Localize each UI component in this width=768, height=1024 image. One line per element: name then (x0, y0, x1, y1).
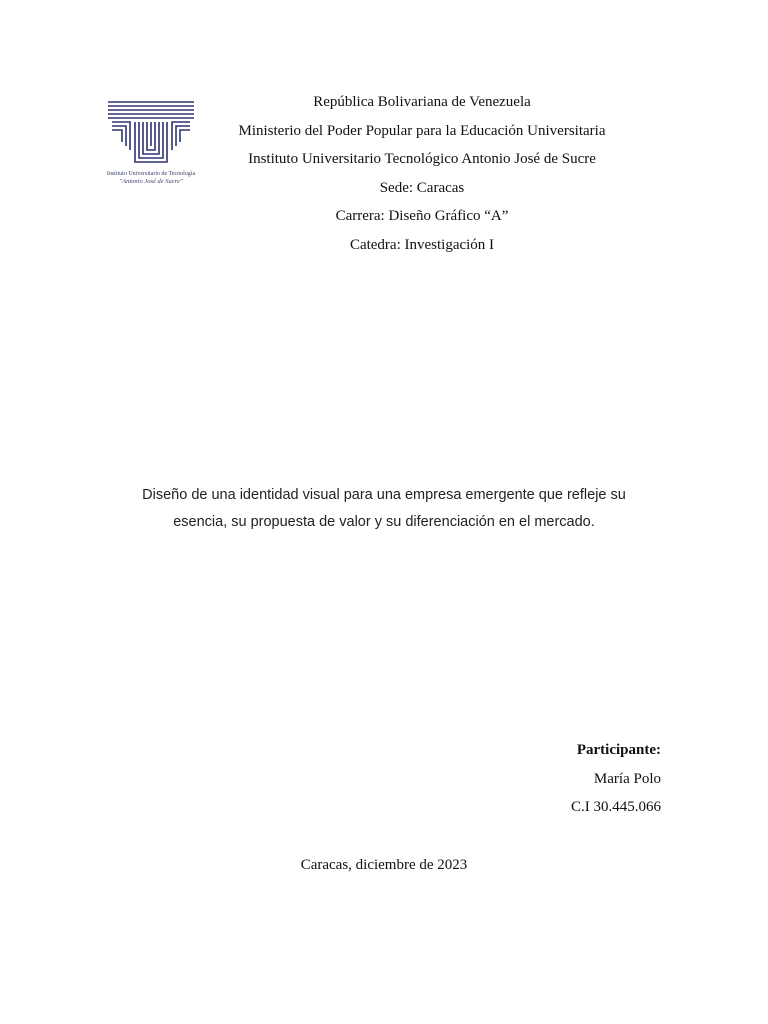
header-line-career: Carrera: Diseño Gráfico “A” (335, 208, 509, 224)
logo-caption (96, 170, 206, 186)
header-line-institute: Instituto Universitario Tecnológico Antonio José de Sucre (248, 151, 596, 167)
header-line-campus: Sede: Caracas (379, 179, 465, 196)
participant-id: C.I 30.445.066 (571, 799, 661, 815)
institutional-header (220, 88, 624, 259)
institution-logo (96, 100, 206, 192)
participant-label: Participante: (576, 742, 661, 758)
title-line-1: Diseño de una identidad visual para una empresa emergente que refleje su (142, 487, 626, 503)
header-line-ministry: Ministerio del Poder Popular para la Educación Universitaria (238, 122, 606, 139)
title-line-2: esencia, su propuesta de valor y su diferenciación en el mercado. (173, 514, 595, 530)
place-date: Caracas, diciembre de 2023 (300, 857, 468, 873)
header-line-course: Catedra: Investigación I (349, 236, 495, 253)
logo-caption-line1: Instituto Universitario de Tecnología (106, 171, 196, 177)
header-line-country: República Bolivariana de Venezuela (313, 94, 531, 110)
participant-block (421, 736, 661, 822)
logo-caption-line2: "Antonio José de Sucre" (119, 178, 183, 185)
iutajs-logo-icon (108, 100, 194, 166)
participant-name: María Polo (593, 770, 661, 787)
document-title (110, 482, 658, 536)
